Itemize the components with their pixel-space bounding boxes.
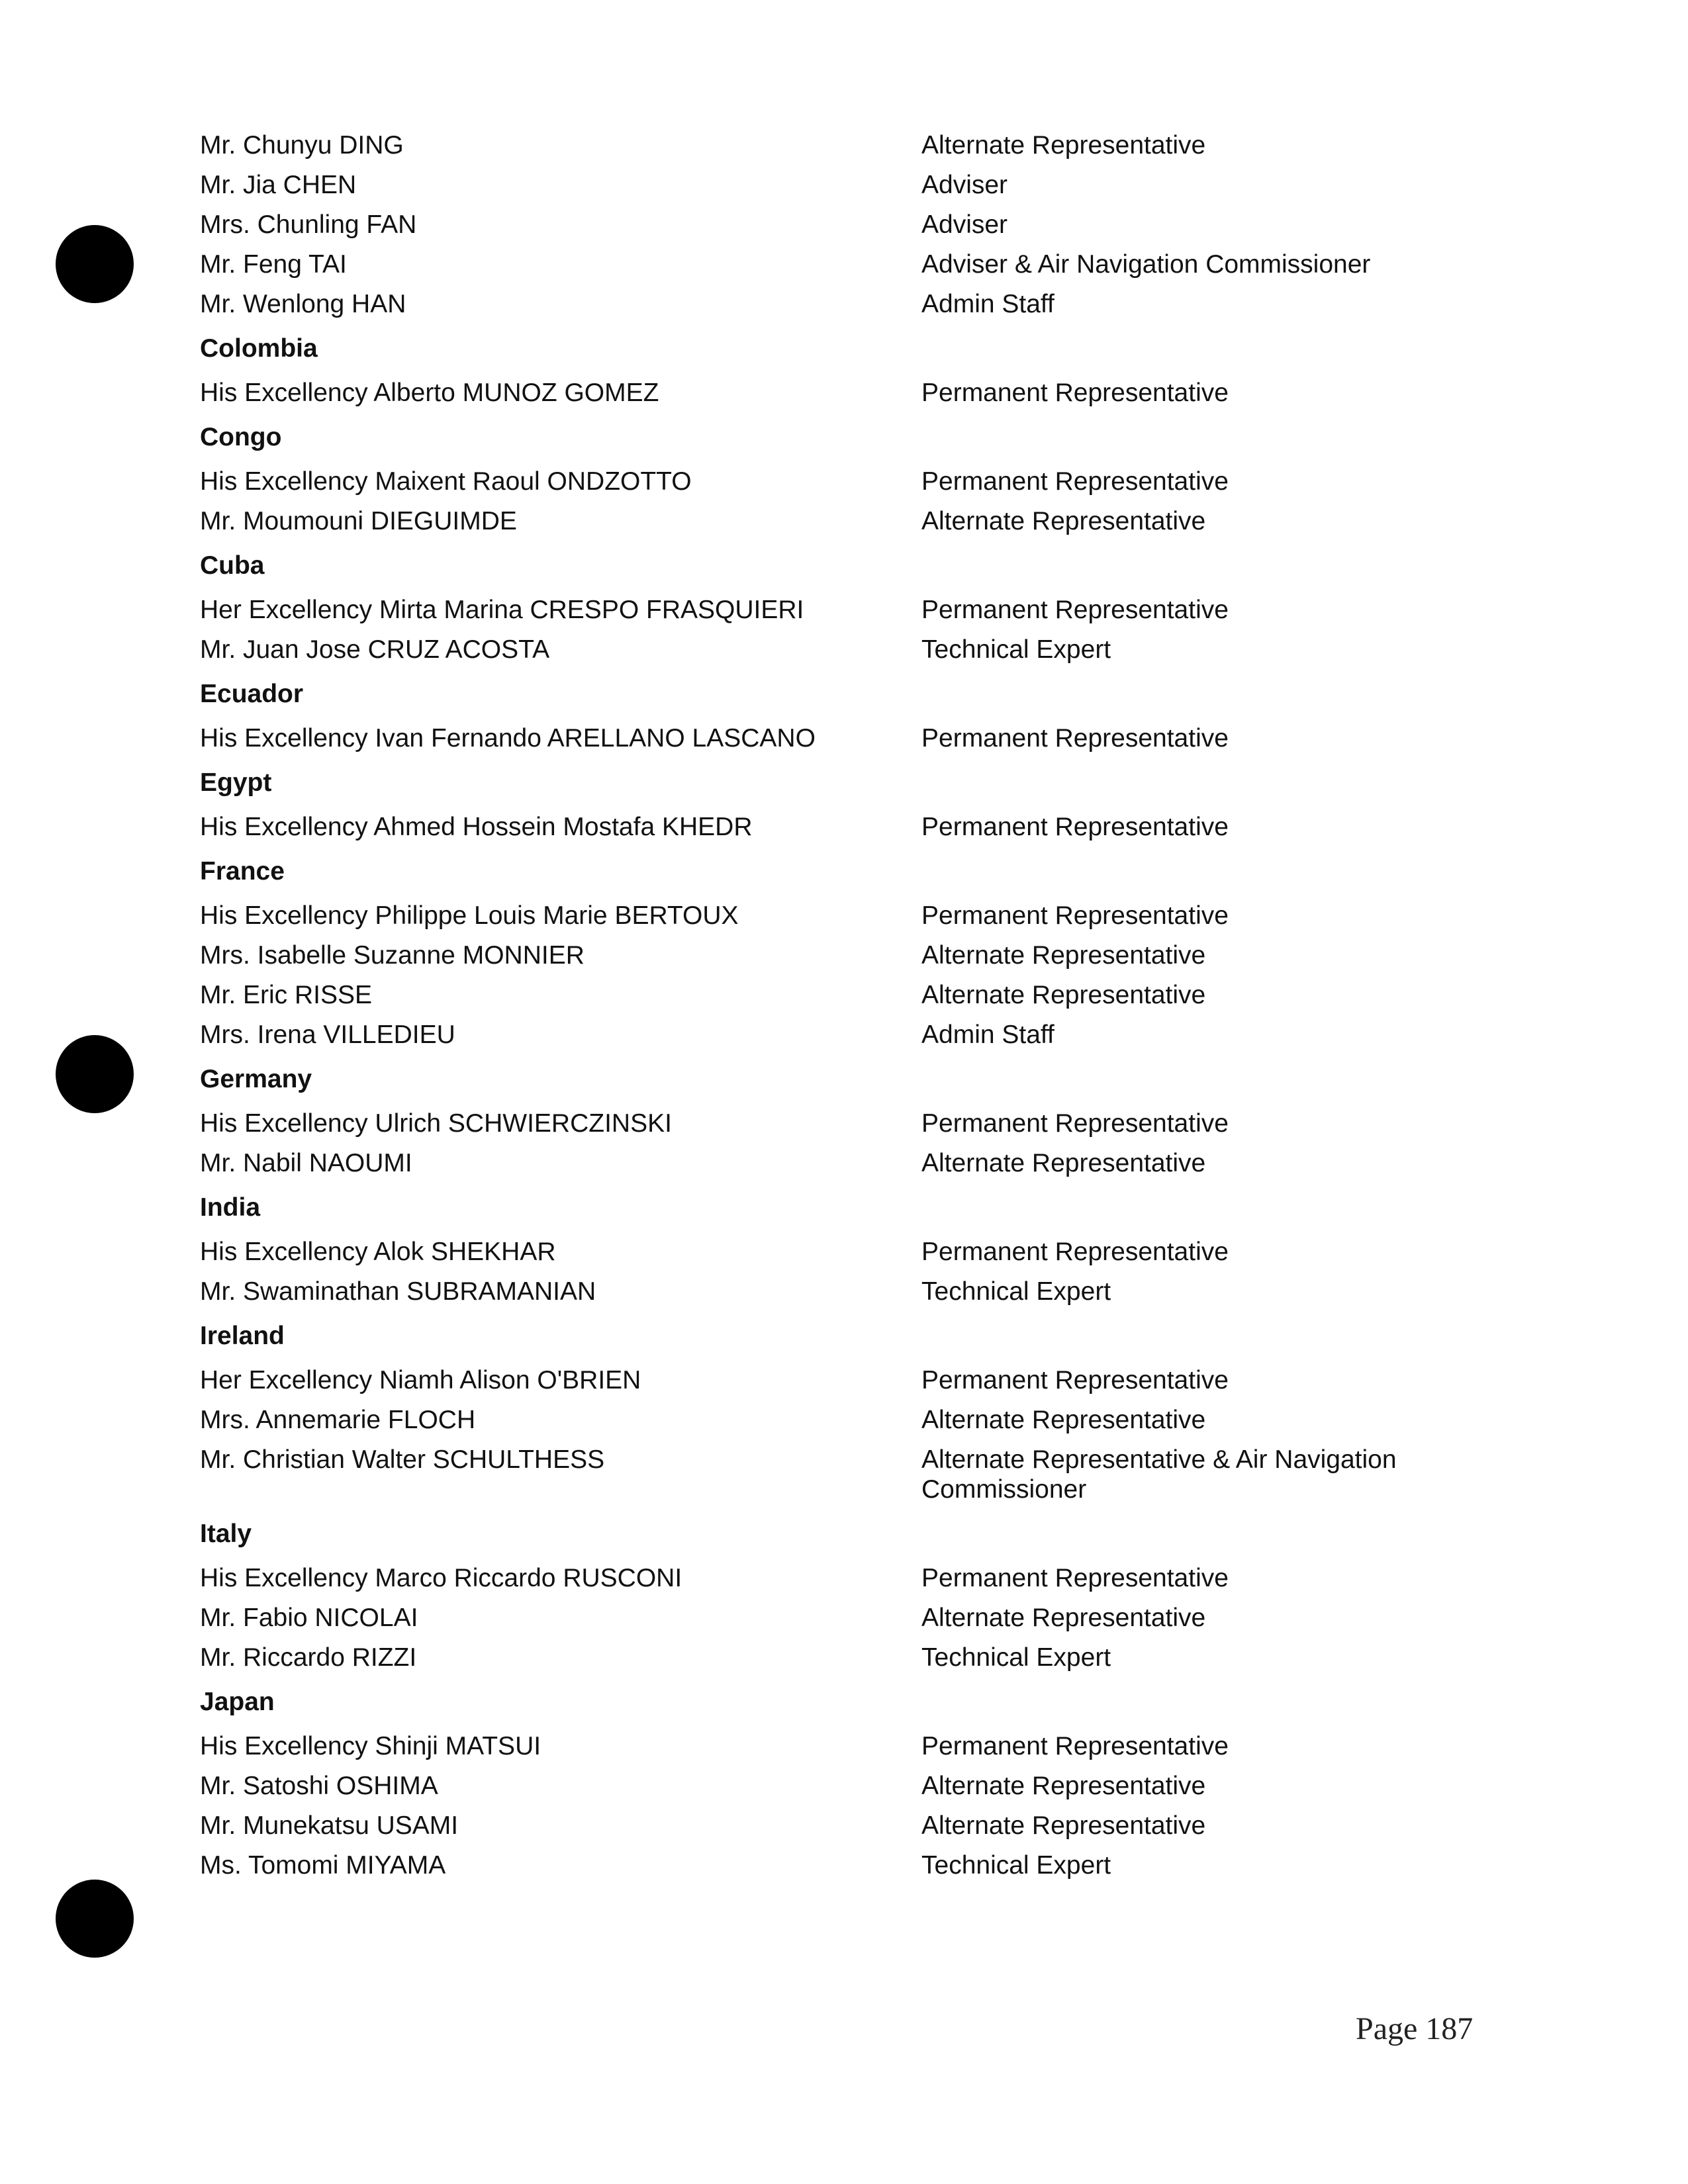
delegate-name: Mr. Riccardo RIZZI — [200, 1643, 417, 1672]
delegate-name: Her Excellency Niamh Alison O'BRIEN — [200, 1366, 641, 1394]
delegate-name: His Excellency Maixent Raoul ONDZOTTO — [200, 467, 692, 496]
delegate-name: Ms. Tomomi MIYAMA — [200, 1851, 446, 1880]
country-group — [200, 1183, 1458, 1312]
delegate-name: His Excellency Ulrich SCHWIERCZINSKI — [200, 1109, 672, 1138]
delegation-list — [200, 126, 1458, 1886]
delegate-name: His Excellency Alok SHEKHAR — [200, 1238, 556, 1266]
delegate-row — [200, 1272, 1458, 1312]
delegate-row — [200, 1766, 1458, 1806]
country-group — [200, 1678, 1458, 1886]
delegate-name: Mr. Fabio NICOLAI — [200, 1604, 418, 1632]
delegate-name: Mr. Eric RISSE — [200, 981, 373, 1009]
delegate-row — [200, 205, 1458, 245]
delegate-role: Alternate Representative — [921, 1604, 1206, 1632]
delegate-name: Mr. Chunyu DING — [200, 131, 404, 159]
delegate-role: Alternate Representative — [921, 507, 1206, 535]
delegate-row — [200, 719, 1458, 758]
delegate-role: Permanent Representative — [921, 1732, 1229, 1760]
delegate-role: Alternate Representative — [921, 1149, 1206, 1177]
delegate-name: Mr. Jia CHEN — [200, 171, 357, 199]
delegate-name: His Excellency Marco Riccardo RUSCONI — [200, 1564, 682, 1592]
country-heading: Egypt — [200, 768, 272, 797]
delegate-role: Alternate Representative — [921, 981, 1206, 1009]
delegate-role: Technical Expert — [921, 635, 1111, 664]
delegate-row — [200, 285, 1458, 324]
delegate-name: Her Excellency Mirta Marina CRESPO FRASQUIERI — [200, 596, 804, 624]
country-group — [200, 324, 1458, 413]
delegate-role: Alternate Representative — [921, 941, 1206, 970]
delegate-name: Mr. Juan Jose CRUZ ACOSTA — [200, 635, 550, 664]
delegate-name: His Excellency Ivan Fernando ARELLANO LASCANO — [200, 724, 816, 752]
delegate-role: Permanent Representative — [921, 596, 1229, 624]
delegate-role: Permanent Representative — [921, 1238, 1229, 1266]
binder-hole — [56, 1880, 134, 1958]
country-group — [200, 758, 1458, 847]
delegate-role: Permanent Representative — [921, 467, 1229, 496]
binder-hole — [56, 1035, 134, 1113]
country-group — [200, 126, 1458, 324]
delegate-role: Alternate Representative — [921, 1811, 1206, 1840]
delegate-name: His Excellency Philippe Louis Marie BERTOUX — [200, 901, 739, 930]
delegate-role: Technical Expert — [921, 1643, 1111, 1672]
delegate-role: Permanent Representative — [921, 724, 1229, 752]
delegate-role: Admin Staff — [921, 290, 1055, 318]
delegate-role: Permanent Representative — [921, 1109, 1229, 1138]
country-heading: Japan — [200, 1688, 275, 1716]
delegate-row — [200, 1440, 1458, 1510]
delegate-name: His Excellency Shinji MATSUI — [200, 1732, 541, 1760]
delegate-name: Mr. Christian Walter SCHULTHESS — [200, 1445, 605, 1474]
country-group — [200, 1055, 1458, 1183]
delegate-row — [200, 896, 1458, 936]
delegate-row — [200, 1232, 1458, 1272]
delegate-name: Mr. Swaminathan SUBRAMANIAN — [200, 1277, 596, 1306]
delegate-name: His Excellency Ahmed Hossein Mostafa KHEDR — [200, 813, 753, 841]
delegate-row — [200, 807, 1458, 847]
delegate-row — [200, 1846, 1458, 1886]
delegate-row — [200, 1598, 1458, 1638]
delegate-role: Technical Expert — [921, 1851, 1111, 1880]
delegate-role: Permanent Representative — [921, 813, 1229, 841]
country-heading: Ecuador — [200, 680, 304, 708]
delegate-role: Permanent Representative — [921, 379, 1229, 407]
delegate-role: Adviser — [921, 210, 1008, 239]
country-group — [200, 1312, 1458, 1510]
delegate-row — [200, 165, 1458, 205]
delegate-role: Adviser & Air Navigation Commissioner — [921, 250, 1371, 279]
country-heading: Cuba — [200, 551, 265, 580]
country-heading: Congo — [200, 423, 282, 451]
country-group — [200, 1510, 1458, 1678]
page-number: Page 187 — [1356, 2011, 1474, 2046]
delegate-name: Mr. Moumouni DIEGUIMDE — [200, 507, 517, 535]
delegate-name: Mrs. Annemarie FLOCH — [200, 1406, 476, 1434]
country-heading: France — [200, 857, 285, 886]
delegate-row — [200, 1806, 1458, 1846]
delegate-role: Alternate Representative — [921, 1406, 1206, 1434]
country-heading: India — [200, 1193, 261, 1222]
delegate-name: His Excellency Alberto MUNOZ GOMEZ — [200, 379, 659, 407]
country-group — [200, 541, 1458, 670]
delegate-row — [200, 462, 1458, 502]
delegate-name: Mr. Satoshi OSHIMA — [200, 1772, 438, 1800]
country-group — [200, 670, 1458, 758]
delegate-name: Mr. Nabil NAOUMI — [200, 1149, 412, 1177]
delegate-row — [200, 976, 1458, 1015]
country-group — [200, 847, 1458, 1055]
delegate-row — [200, 936, 1458, 976]
delegate-row — [200, 1361, 1458, 1400]
delegate-role: Alternate Representative — [921, 131, 1206, 159]
delegate-role: Alternate Representative — [921, 1772, 1206, 1800]
delegate-name: Mrs. Irena VILLEDIEU — [200, 1021, 455, 1049]
delegate-row — [200, 1727, 1458, 1766]
delegate-row — [200, 630, 1458, 670]
delegate-row — [200, 1104, 1458, 1144]
delegate-name: Mrs. Chunling FAN — [200, 210, 417, 239]
country-group — [200, 413, 1458, 541]
country-heading: Germany — [200, 1065, 312, 1093]
delegate-name: Mrs. Isabelle Suzanne MONNIER — [200, 941, 585, 970]
country-heading: Italy — [200, 1520, 252, 1548]
delegate-row — [200, 1015, 1458, 1055]
delegate-row — [200, 590, 1458, 630]
delegate-name: Mr. Munekatsu USAMI — [200, 1811, 459, 1840]
delegate-role: Adviser — [921, 171, 1008, 199]
delegate-row — [200, 502, 1458, 541]
delegate-name: Mr. Feng TAI — [200, 250, 347, 279]
delegate-role: Permanent Representative — [921, 901, 1229, 930]
delegate-row — [200, 245, 1458, 285]
delegate-row — [200, 126, 1458, 165]
country-heading: Ireland — [200, 1322, 285, 1350]
binder-hole — [56, 225, 134, 303]
country-heading: Colombia — [200, 334, 318, 363]
delegate-role: Alternate Representative & Air Navigation Commissioner — [921, 1445, 1397, 1504]
delegate-row — [200, 1638, 1458, 1678]
delegate-row — [200, 1400, 1458, 1440]
delegate-role: Permanent Representative — [921, 1564, 1229, 1592]
delegate-name: Mr. Wenlong HAN — [200, 290, 406, 318]
delegate-role: Technical Expert — [921, 1277, 1111, 1306]
delegate-row — [200, 1144, 1458, 1183]
delegate-row — [200, 1559, 1458, 1598]
delegate-role: Permanent Representative — [921, 1366, 1229, 1394]
delegate-role: Admin Staff — [921, 1021, 1055, 1049]
delegate-row — [200, 373, 1458, 413]
